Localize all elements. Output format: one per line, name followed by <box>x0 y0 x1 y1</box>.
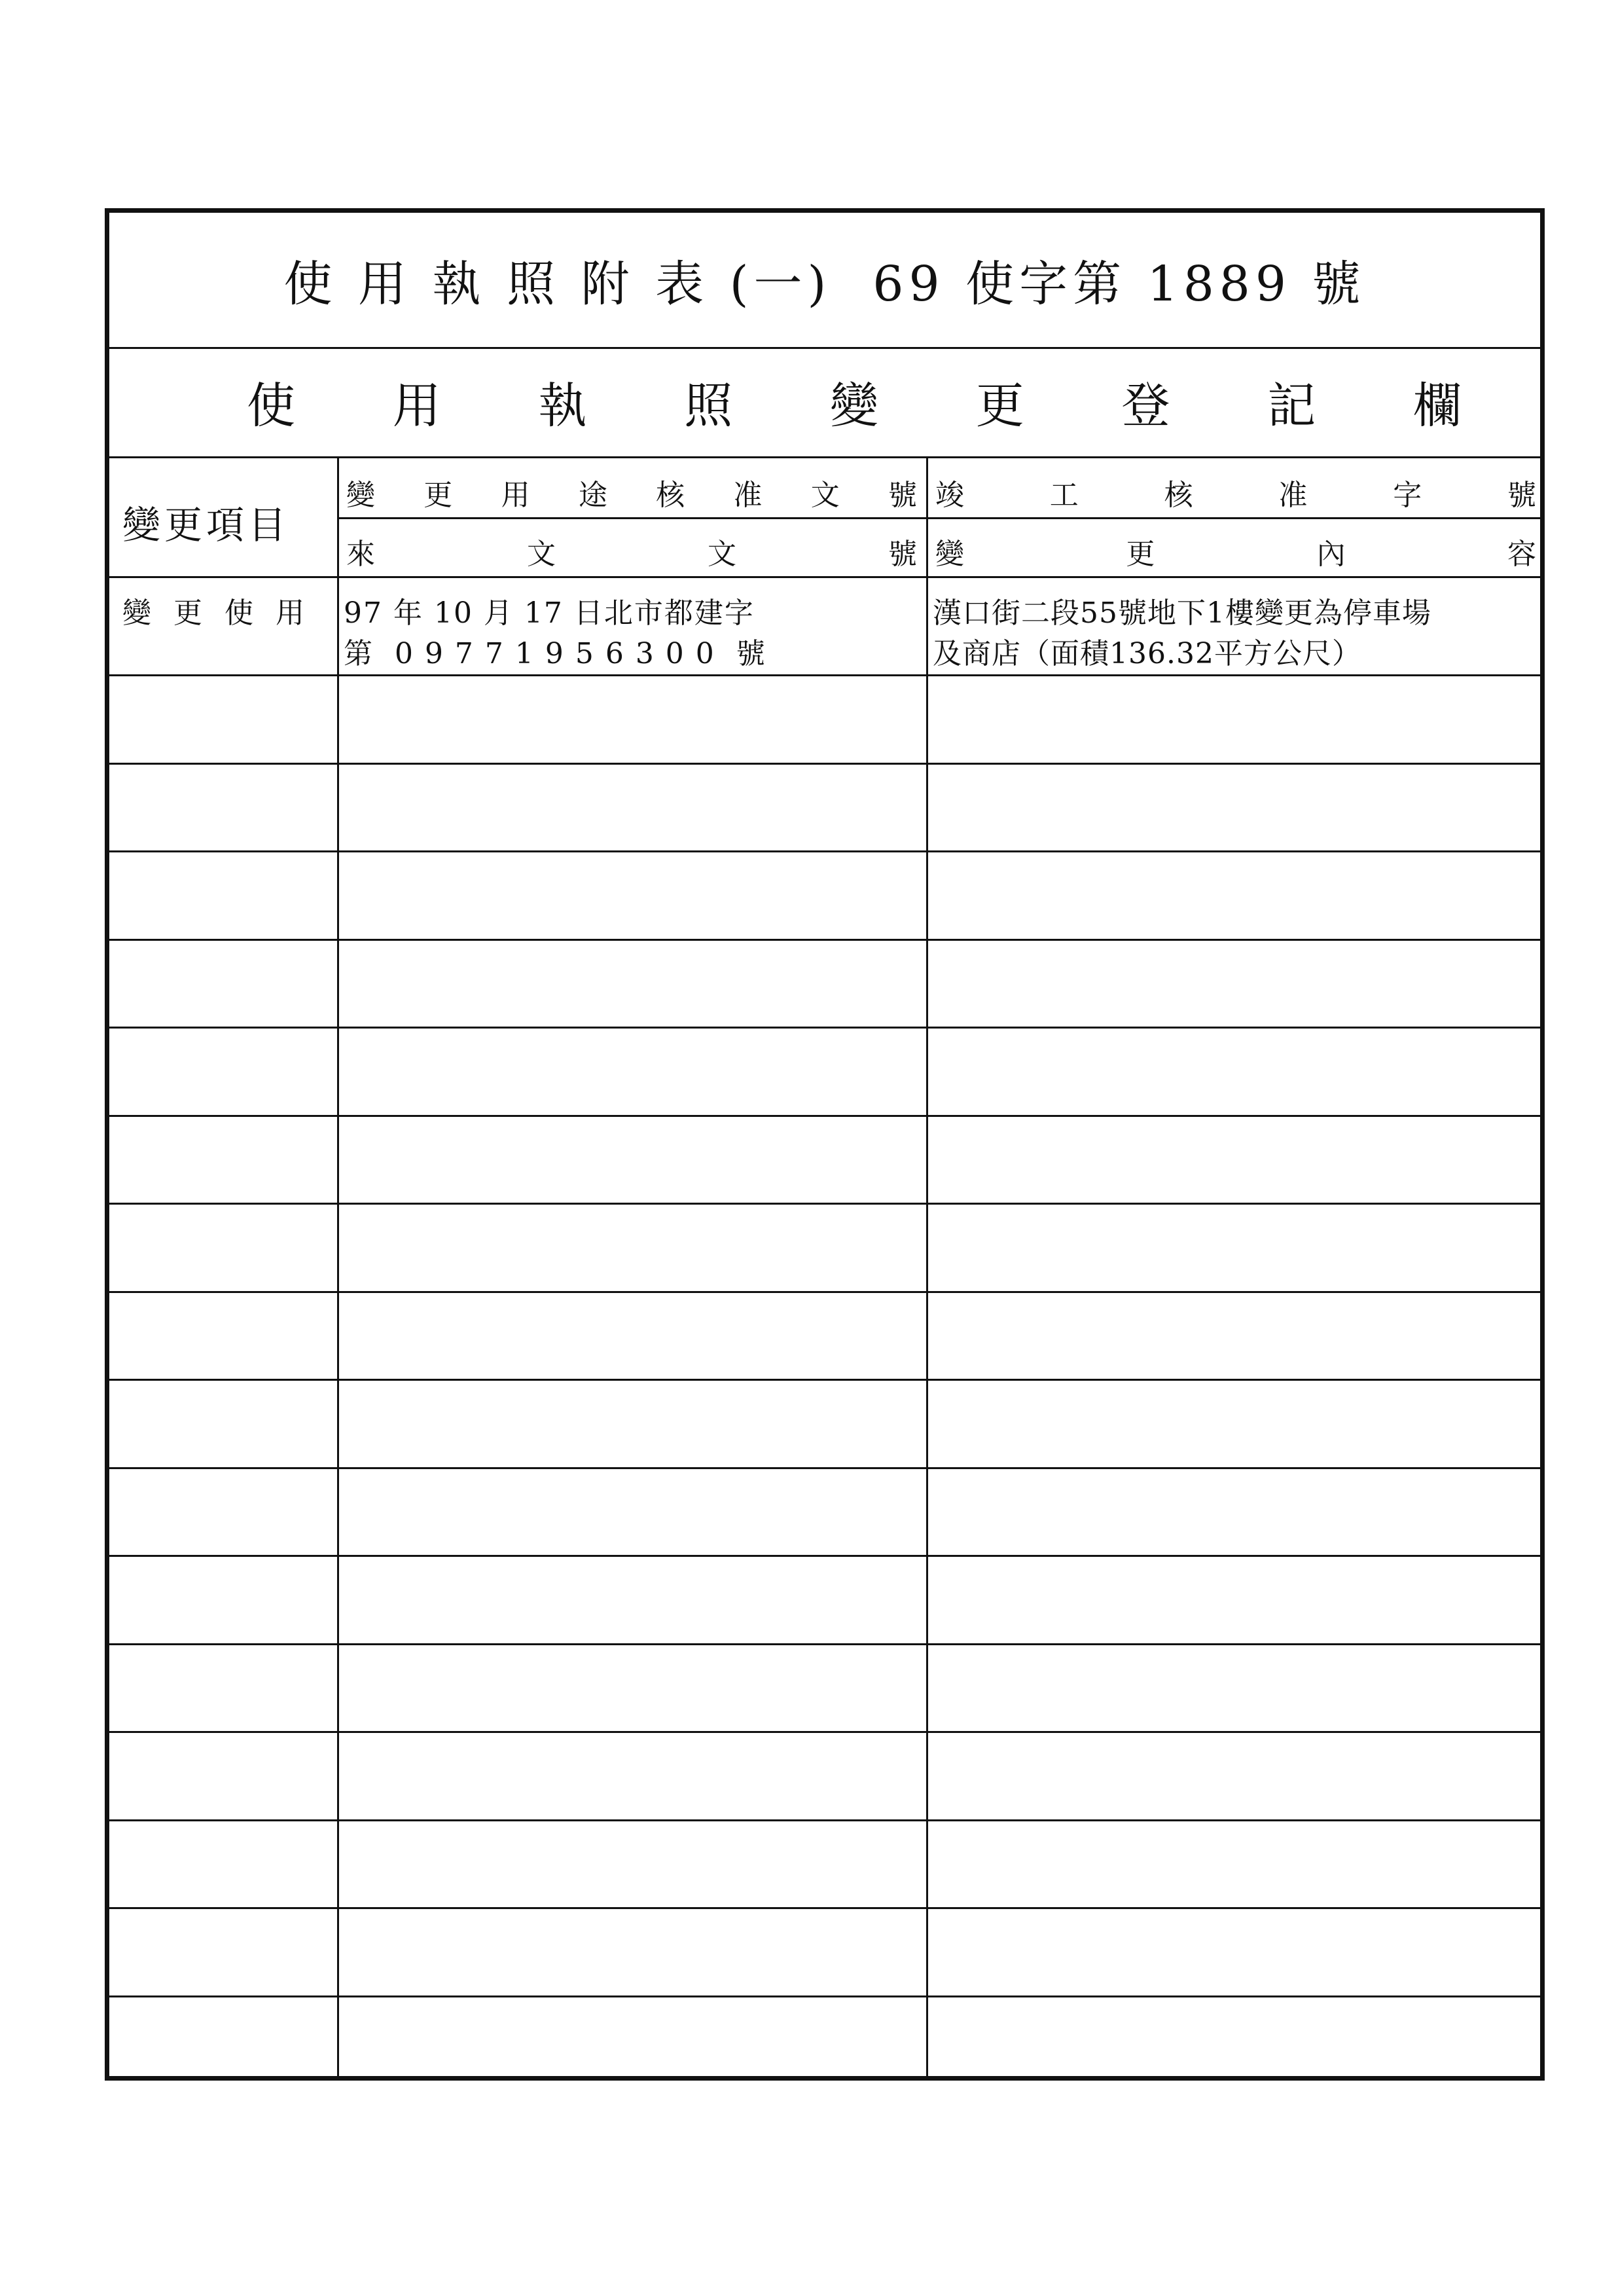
header-char: 內 <box>1316 538 1346 571</box>
subtitle-char: 照 <box>684 377 733 434</box>
header-subdivider <box>337 517 1540 519</box>
subtitle-char: 執 <box>538 377 587 434</box>
form-subtitle <box>109 347 1540 458</box>
row-separator <box>109 1643 1540 1645</box>
header-char: 號 <box>888 538 917 571</box>
header-bottom-line <box>109 576 1540 578</box>
col-header-incoming-doc <box>346 530 917 572</box>
row-separator <box>109 1819 1540 1821</box>
row-separator <box>109 939 1540 941</box>
header-char: 竣 <box>935 479 964 512</box>
header-char: 更 <box>423 479 453 512</box>
header-char: 核 <box>656 479 685 512</box>
registration-form <box>105 208 1545 2081</box>
column-divider <box>926 458 928 2076</box>
header-char: 變 <box>935 538 964 571</box>
row-separator <box>109 1291 1540 1293</box>
entry-content-line1: 漢口街二段55號地下1樓變更為停車場 <box>933 596 1431 630</box>
header-char: 工 <box>1049 479 1079 512</box>
header-char: 號 <box>1507 479 1536 512</box>
header-char: 用 <box>501 479 530 512</box>
header-char: 途 <box>578 479 607 512</box>
row-separator <box>109 1731 1540 1733</box>
row-separator <box>109 1115 1540 1117</box>
row-separator <box>109 1995 1540 1997</box>
header-char: 字 <box>1393 479 1422 512</box>
column-divider <box>337 458 339 2076</box>
header-char: 變 <box>346 479 375 512</box>
col-header-change-item: 變更項目 <box>122 503 291 547</box>
change-table <box>109 458 1540 2076</box>
entry-doc-line2: 第 0 9 7 7 1 9 5 6 3 0 0 號 <box>344 637 766 670</box>
entry-change-item: 變 更 使 用 <box>122 596 311 630</box>
col-header-completion-approval <box>935 471 1536 513</box>
header-char: 准 <box>733 479 763 512</box>
col-header-approval-doc <box>346 471 917 513</box>
row-separator <box>109 674 1540 676</box>
subtitle-char: 記 <box>1267 377 1316 434</box>
row-separator <box>109 1467 1540 1469</box>
entry-content-line2: 及商店（面積136.32平方公尺） <box>933 637 1361 670</box>
row-separator <box>109 1379 1540 1381</box>
col-header-change-content <box>935 530 1536 572</box>
header-char: 准 <box>1278 479 1308 512</box>
header-char: 更 <box>1126 538 1155 571</box>
row-separator <box>109 850 1540 852</box>
form-title: 使 用 執 照 附 表 (一) 69 使字第 1889 號 <box>109 213 1540 349</box>
header-char: 來 <box>346 538 375 571</box>
subtitle-char: 欄 <box>1413 377 1462 434</box>
entry-doc-line1: 97 年 10 月 17 日北市都建字 <box>344 596 755 630</box>
header-char: 號 <box>888 479 917 512</box>
header-char: 文 <box>527 538 556 571</box>
row-separator <box>109 1907 1540 1909</box>
row-separator <box>109 1555 1540 1557</box>
subtitle-char: 更 <box>975 377 1024 434</box>
header-char: 容 <box>1507 538 1536 571</box>
row-separator <box>109 1203 1540 1205</box>
subtitle-char: 使 <box>247 377 295 434</box>
header-char: 文 <box>810 479 840 512</box>
row-separator <box>109 1027 1540 1029</box>
header-char: 文 <box>708 538 736 571</box>
header-char: 核 <box>1164 479 1193 512</box>
subtitle-char: 變 <box>830 377 878 434</box>
subtitle-char: 用 <box>392 377 441 434</box>
row-separator <box>109 763 1540 765</box>
subtitle-char: 登 <box>1121 377 1170 434</box>
